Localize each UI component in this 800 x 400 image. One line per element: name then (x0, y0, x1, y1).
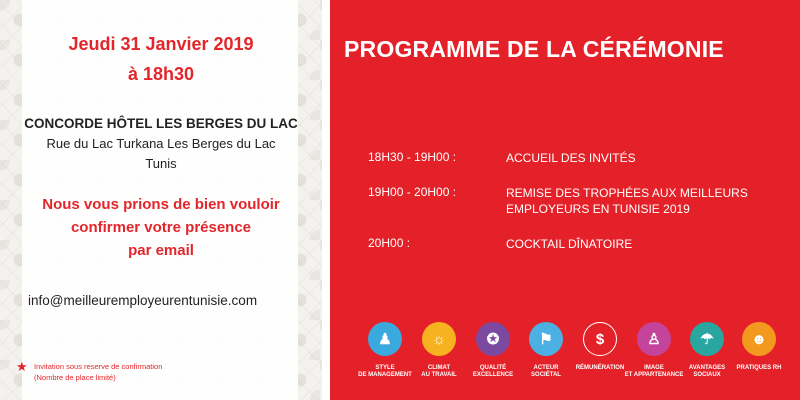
criteria-label: ET APPARTENANCE (624, 372, 684, 378)
criteria-label: DE MANAGEMENT (358, 372, 412, 378)
star-icon: ★ (16, 359, 28, 374)
criteria-label: CLIMAT (427, 365, 451, 371)
criteria-item (729, 322, 789, 372)
criteria-icons-row (330, 322, 800, 400)
criteria-label: SOCIAUX (693, 372, 721, 378)
criteria-label: SOCIÉTAL (531, 372, 561, 378)
program-item-desc-line: EMPLOYEURS EN TUNISIE 2019 (506, 202, 690, 216)
panel-divider (322, 0, 330, 400)
hr-practices-icon: ☻ (742, 322, 776, 356)
venue-name: CONCORDE HÔTEL LES BERGES DU LAC (24, 116, 298, 131)
program-item-time: 20H00 : (368, 236, 411, 250)
criteria-label: STYLE (375, 365, 395, 371)
criteria-item (516, 322, 576, 379)
right-panel (330, 0, 800, 400)
criteria-label: EXCELLENCE (472, 372, 514, 378)
criteria-label: QUALITÉ (479, 365, 507, 371)
program-item-desc-line: REMISE DES TROPHÉES AUX MEILLEURS (506, 186, 748, 200)
venue-address: Rue du Lac Turkana Les Berges du Lac (46, 136, 276, 151)
program-item-desc (506, 236, 766, 252)
note-line1: Invitation sous reserve de confirmation (34, 362, 163, 371)
criteria-item (463, 322, 523, 379)
criteria-label: PRATIQUES RH (736, 365, 782, 371)
criteria-label: AU TRAVAIL (421, 372, 457, 378)
rsvp-text-line2: confirmer votre présence (70, 219, 252, 236)
rsvp-text-line3: par email (128, 242, 194, 259)
criteria-label: ACTEUR (533, 365, 559, 371)
quality-icon: ✪ (476, 322, 510, 356)
societal-icon: ⚑ (529, 322, 563, 356)
criteria-item (570, 322, 630, 372)
rsvp-text-line1: Nous vous prions de bien vouloir (42, 196, 280, 213)
climate-icon: ☼ (422, 322, 456, 356)
management-icon: ♟ (368, 322, 402, 356)
criteria-label: RÉMUNÉRATION (575, 365, 625, 371)
program-title: PROGRAMME DE LA CÉRÉMONIE (344, 36, 724, 62)
program-item-time: 19H00 - 20H00 : (368, 185, 457, 199)
criteria-item (409, 322, 469, 379)
criteria-item (624, 322, 684, 379)
social-icon: ☂ (690, 322, 724, 356)
rsvp-email-link[interactable]: info@meilleuremployeurentunisie.com (28, 293, 258, 308)
left-panel (0, 0, 322, 400)
criteria-item (677, 322, 737, 379)
program-item-desc (506, 150, 766, 166)
criteria-label: IMAGE (644, 365, 664, 371)
note-line2: (Nombre de place limité) (34, 373, 116, 382)
program-item-desc-line: ACCUEIL DES INVITÉS (506, 151, 636, 165)
criteria-label: AVANTAGES (688, 365, 726, 371)
event-time: à 18h30 (127, 64, 195, 84)
criteria-item (355, 322, 415, 379)
image-icon: ♙ (637, 322, 671, 356)
program-item-desc-line: COCKTAIL DÎNATOIRE (506, 237, 633, 251)
program-item-desc (506, 185, 766, 217)
remuneration-icon: $ (583, 322, 617, 356)
program-item-time: 18H30 - 19H00 : (368, 150, 457, 164)
venue-city: Tunis (145, 156, 177, 171)
event-date: Jeudi 31 Janvier 2019 (68, 34, 254, 54)
